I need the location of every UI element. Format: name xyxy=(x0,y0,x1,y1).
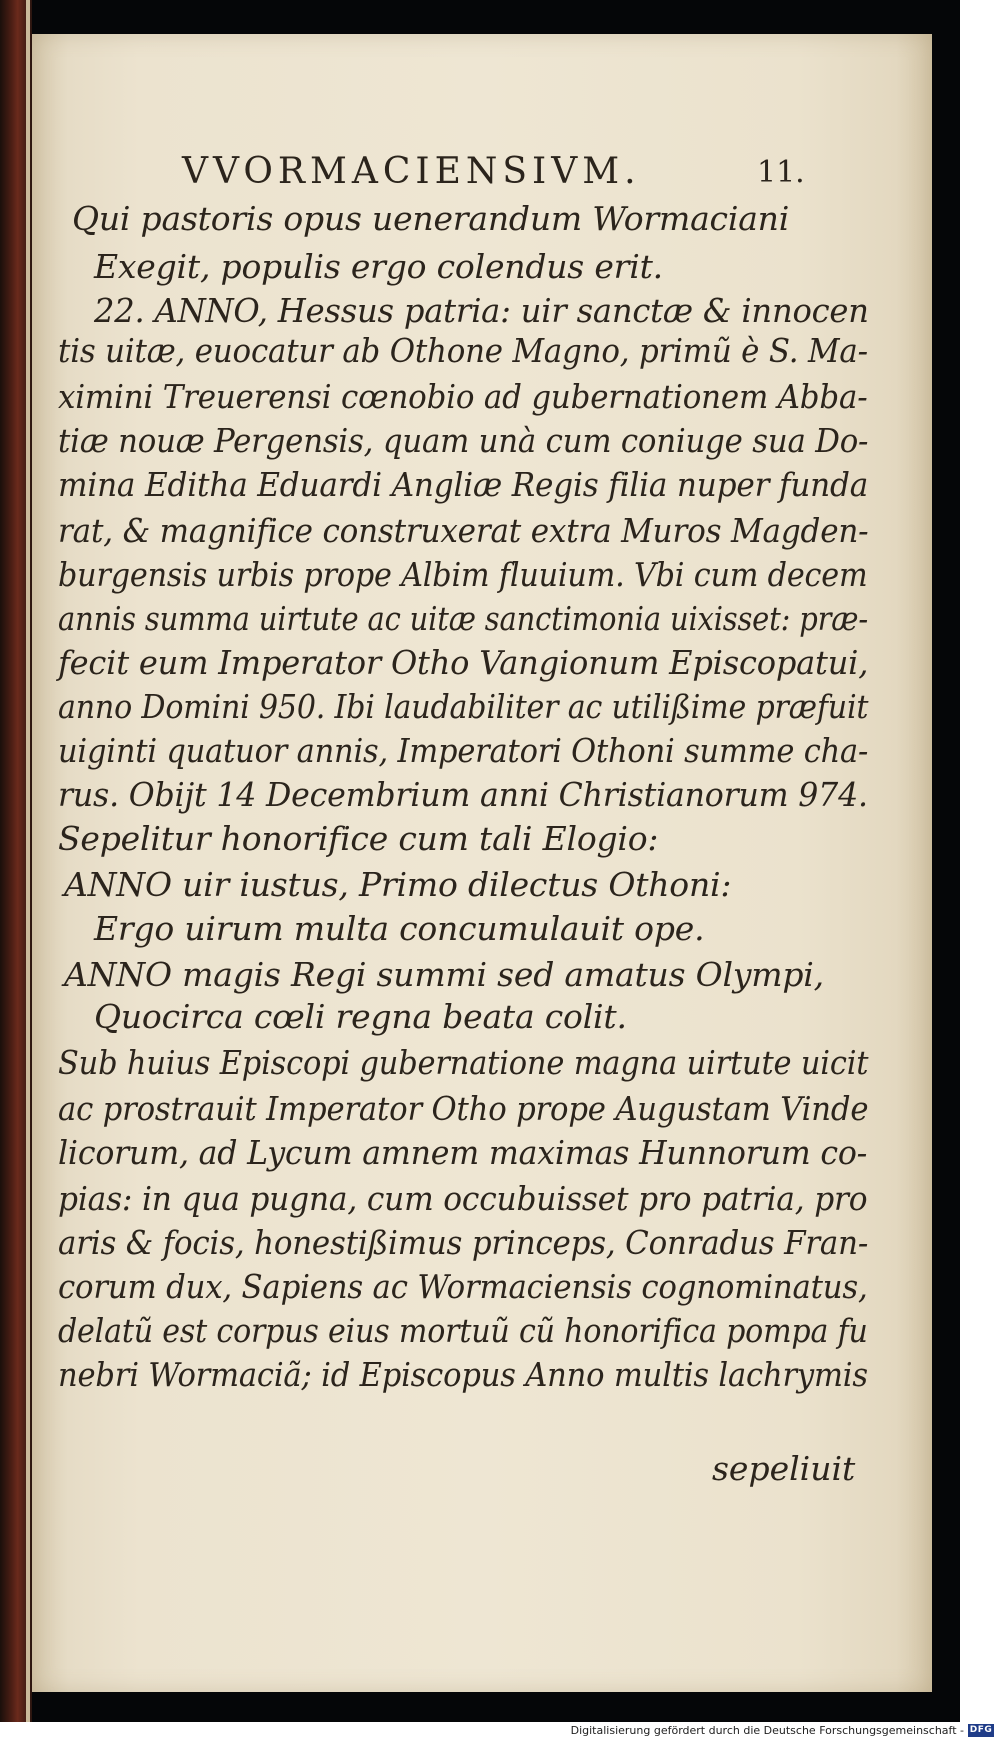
page-text xyxy=(32,34,932,1692)
folio-number: 11. xyxy=(757,155,805,190)
text-line: tiæ nouæ Pergensis, quam unà cum coniuge sua Do- xyxy=(58,421,869,460)
text-line: aris & focis, honestißimus princeps, Conradus Fran- xyxy=(58,1223,869,1262)
text-line: annis summa uirtute ac uitæ sanctimonia uixisset: præ- xyxy=(58,599,868,638)
text-line: Sepelitur honorifice cum tali Elogio: xyxy=(58,819,659,858)
text-line: fecit eum Imperator Otho Vangionum Episcopatui, xyxy=(58,643,869,682)
text-line: corum dux, Sapiens ac Wormaciensis cognominatus, xyxy=(58,1267,868,1306)
dfg-logo: DFG xyxy=(969,1725,993,1735)
text-line: anno Domini 950. Ibi laudabiliter ac utilißime præfuit xyxy=(58,687,869,726)
text-line: ANNO magis Regi summi sed amatus Olympi, xyxy=(64,955,824,994)
text-line: ximini Treuerensi cœnobio ad gubernationem Abba- xyxy=(58,377,868,416)
text-line: Qui pastoris opus uenerandum Wormaciani xyxy=(72,199,790,238)
book-binding-edge xyxy=(0,0,32,1722)
text-line: nebri Wormaciã; id Episcopus Anno multis lachrymis xyxy=(58,1355,868,1394)
catchword: sepeliuit xyxy=(712,1449,856,1488)
text-line: ac prostrauit Imperator Otho prope Augustam Vinde xyxy=(58,1089,869,1128)
text-line: Sub huius Episcopi gubernatione magna uirtute uicit xyxy=(58,1043,869,1082)
text-line: delatũ est corpus eius mortuũ cũ honorifica pompa fu xyxy=(58,1311,868,1350)
text-line: licorum, ad Lycum amnem maximas Hunnorum co- xyxy=(58,1133,868,1172)
text-line: mina Editha Eduardi Angliæ Regis filia nuper funda xyxy=(58,465,869,504)
footer-credit: Digitalisierung gefördert durch die Deutsche Forschungsgemeinschaft - xyxy=(570,1724,964,1737)
text-line: Ergo uirum multa concumulauit ope. xyxy=(94,909,705,948)
text-line: rus. Obijt 14 Decembrium anni Christianorum 974. xyxy=(58,775,868,814)
running-head: VVORMACIENSIVM. xyxy=(182,151,641,192)
text-line: ANNO uir iustus, Primo dilectus Othoni: xyxy=(64,865,732,904)
text-line: 22. ANNO, Hessus patria: uir sanctæ & innocen xyxy=(94,291,869,330)
text-line: uiginti quatuor annis, Imperatori Othoni summe cha- xyxy=(58,731,869,770)
text-line: pias: in qua pugna, cum occubuisset pro patria, pro xyxy=(58,1179,868,1218)
book-page xyxy=(32,34,932,1692)
text-line: burgensis urbis prope Albim fluuium. Vbi cum decem xyxy=(58,555,868,594)
text-line: Exegit, populis ergo colendus erit. xyxy=(94,247,663,286)
text-line: tis uitæ, euocatur ab Othone Magno, primũ è S. Ma- xyxy=(58,331,868,370)
text-line: rat, & magnifice construxerat extra Muros Magden- xyxy=(58,511,869,550)
text-line: Quocirca cœli regna beata colit. xyxy=(94,997,627,1036)
